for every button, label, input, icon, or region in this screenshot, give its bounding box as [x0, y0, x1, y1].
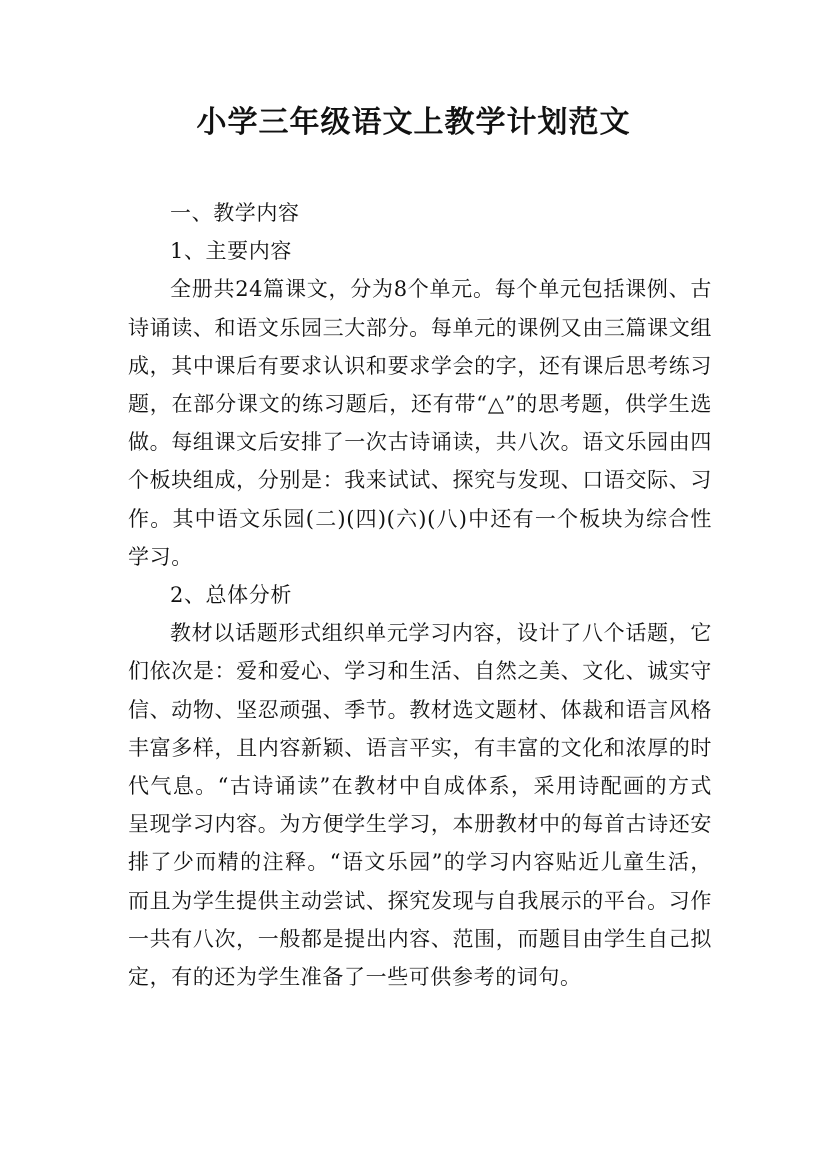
subsection-heading: 2、总体分析	[170, 583, 292, 608]
body-paragraph: 全册共24篇课文，分为8个单元。每个单元包括课例、古诗诵读、和语文乐园三大部分。每单元的课例又由三篇课文组成，其中课后有要求认识和要求学会的字，还有课后思考练习题，在部分课文的练习题后，还有带“△”的思考题，供学生选做。每组课文后安排了一次古诗诵读，共八次。语文乐园由四个板块组成，分别是：我来试试、探究与发现、口语交际、习作。其中语文乐园(二)(四)(六)(八)中还有一个板块为综合性学习。	[128, 277, 712, 569]
document-body	[128, 194, 712, 996]
body-paragraph: 教材以话题形式组织单元学习内容，设计了八个话题，它们依次是：爱和爱心、学习和生活、自然之美、文化、诚实守信、动物、坚忍顽强、季节。教材选文题材、体裁和语言风格丰富多样，且内容新颖、语言平实，有丰富的文化和浓厚的时代气息。“古诗诵读”在教材中自成体系，采用诗配画的方式呈现学习内容。为方便学生学习，本册教材中的每首古诗还安排了少而精的注释。“语文乐园”的学习内容贴近儿童生活，而且为学生提供主动尝试、探究发现与自我展示的平台。习作一共有八次，一般都是提出内容、范围，而题目由学生自己拟定，有的还为学生准备了一些可供参考的词句。	[128, 621, 712, 990]
document-title: 小学三年级语文上教学计划范文	[196, 105, 631, 140]
subsection-heading: 1、主要内容	[170, 239, 292, 264]
section-heading: 一、教学内容	[170, 201, 300, 225]
